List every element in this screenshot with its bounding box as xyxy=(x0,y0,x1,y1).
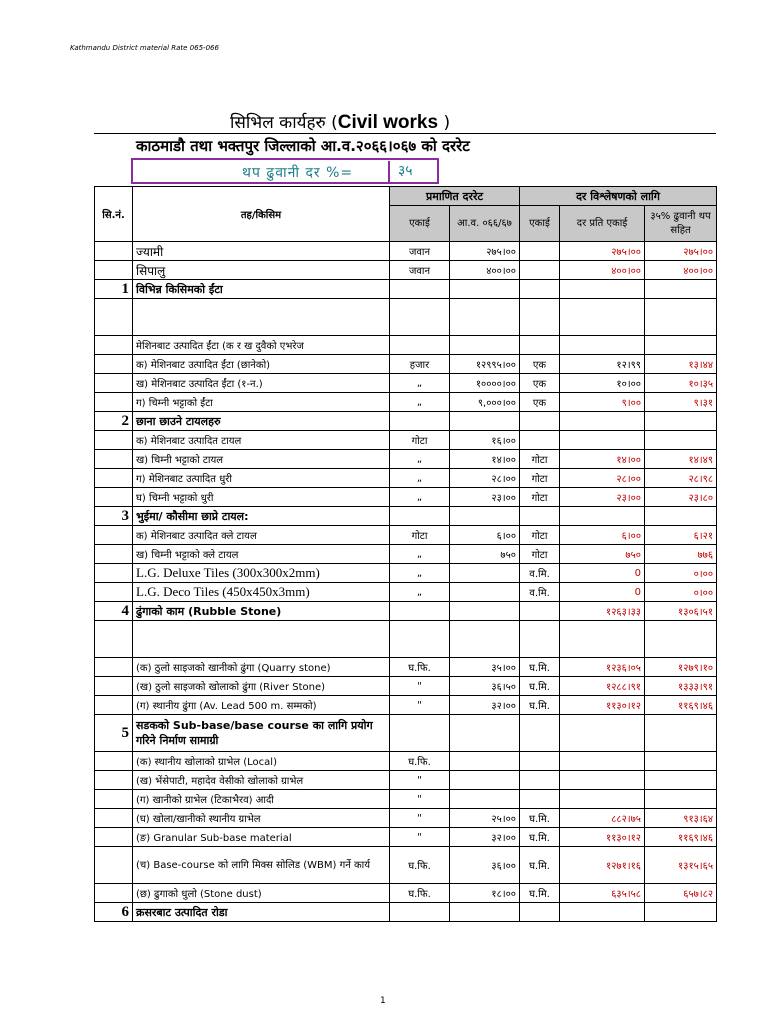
row-rate-per-unit: ४००।०० xyxy=(560,261,645,280)
row-unit-analysis: व.मि. xyxy=(520,583,560,602)
table-row xyxy=(95,450,717,469)
row-unit: „ xyxy=(390,488,450,507)
table-row xyxy=(95,658,717,677)
row-rate: ६।०० xyxy=(450,526,520,545)
row-item: भुईमा/ कौसीमा छाप्ने टायल: xyxy=(133,507,390,526)
table-row xyxy=(95,715,717,752)
table-row xyxy=(95,280,717,299)
row-rate xyxy=(450,621,520,658)
title-en: Civil works xyxy=(337,112,439,133)
row-rate: १००००।०० xyxy=(450,374,520,393)
row-sn xyxy=(95,431,133,450)
row-item xyxy=(133,299,390,336)
row-item: ख) चिम्नी भट्टाको टायल xyxy=(133,450,390,469)
row-with-transport: १३०६।५१ xyxy=(645,602,717,621)
row-with-transport: ७७६ xyxy=(645,545,717,564)
row-rate xyxy=(450,602,520,621)
row-with-transport xyxy=(645,412,717,431)
row-sn xyxy=(95,393,133,412)
row-rate-per-unit xyxy=(560,715,645,752)
row-item: ख) चिम्नी भट्टाको क्ले टायल xyxy=(133,545,390,564)
row-unit-analysis: व.मि. xyxy=(520,564,560,583)
row-rate-per-unit xyxy=(560,299,645,336)
table-row xyxy=(95,790,717,809)
row-item: क) मेशिनबाट उत्पादित ईंटा (छानेको) xyxy=(133,355,390,374)
row-unit-analysis xyxy=(520,242,560,261)
group-analysis: दर विश्लेषणको लागि xyxy=(520,187,717,206)
row-rate-per-unit xyxy=(560,431,645,450)
row-rate-per-unit: ६।०० xyxy=(560,526,645,545)
row-rate: ३५।०० xyxy=(450,658,520,677)
row-sn xyxy=(95,261,133,280)
table-row xyxy=(95,752,717,771)
row-rate xyxy=(450,790,520,809)
row-unit xyxy=(390,412,450,431)
table-row xyxy=(95,336,717,355)
row-sn xyxy=(95,752,133,771)
row-item: सडकको Sub-base/base course का लागि प्रयोग गरिने निर्माण सामाग्री xyxy=(133,715,390,752)
row-unit: जवान xyxy=(390,242,450,261)
table-row xyxy=(95,809,717,828)
row-unit: घ.फि. xyxy=(390,658,450,677)
row-rate-per-unit: १२।९९ xyxy=(560,355,645,374)
row-rate xyxy=(450,280,520,299)
row-with-transport: १०।३५ xyxy=(645,374,717,393)
row-rate xyxy=(450,336,520,355)
row-sn xyxy=(95,488,133,507)
col-with-transport: ३५% ढुवानी थप सहित xyxy=(645,206,717,242)
row-unit-analysis xyxy=(520,621,560,658)
table-row xyxy=(95,393,717,412)
rates-table xyxy=(94,186,717,922)
row-rate: १८।०० xyxy=(450,884,520,903)
row-rate: ३६।५० xyxy=(450,677,520,696)
row-with-transport xyxy=(645,431,717,450)
row-item: (ङ) Granular Sub-base material xyxy=(133,828,390,847)
row-item xyxy=(133,621,390,658)
row-with-transport: ११६९।४६ xyxy=(645,696,717,715)
row-with-transport: ६।२१ xyxy=(645,526,717,545)
row-item: (क) स्थानीय खोलाको ग्राभेल (Local) xyxy=(133,752,390,771)
row-with-transport: ९।३१ xyxy=(645,393,717,412)
row-with-transport: ०।०० xyxy=(645,564,717,583)
row-unit-analysis xyxy=(520,299,560,336)
row-item: (घ) खोला/खानीको स्थानीय ग्राभेल xyxy=(133,809,390,828)
row-rate-per-unit xyxy=(560,412,645,431)
row-rate-per-unit xyxy=(560,771,645,790)
row-sn xyxy=(95,658,133,677)
col-rate-per-unit: दर प्रति एकाई xyxy=(560,206,645,242)
row-rate: ४००।०० xyxy=(450,261,520,280)
row-item: क) मेशिनबाट उत्पादित टायल xyxy=(133,431,390,450)
row-sn xyxy=(95,564,133,583)
row-unit: " xyxy=(390,828,450,847)
row-item: ढुंगाको काम (Rubble Stone) xyxy=(133,602,390,621)
row-rate-per-unit: ८८२।७५ xyxy=(560,809,645,828)
row-rate-per-unit xyxy=(560,507,645,526)
row-rate-per-unit: १०।०० xyxy=(560,374,645,393)
col-unit: एकाई xyxy=(390,206,450,242)
row-rate xyxy=(450,903,520,922)
row-rate: १२९९५।०० xyxy=(450,355,520,374)
row-rate: ३२।०० xyxy=(450,828,520,847)
row-sn xyxy=(95,469,133,488)
row-rate xyxy=(450,771,520,790)
row-rate: ७५० xyxy=(450,545,520,564)
row-unit: „ xyxy=(390,469,450,488)
page-number: 1 xyxy=(380,996,386,1006)
row-rate-per-unit: १२७१।१६ xyxy=(560,847,645,884)
row-rate: २३।०० xyxy=(450,488,520,507)
row-with-transport: २७५।०० xyxy=(645,242,717,261)
row-item: मेशिनबाट उत्पादित ईंटा (क र ख दुवैको एभरेज xyxy=(133,336,390,355)
table-row xyxy=(95,583,717,602)
row-unit xyxy=(390,336,450,355)
row-item: विभिन्न किसिमको ईंटा xyxy=(133,280,390,299)
row-sn xyxy=(95,696,133,715)
row-unit xyxy=(390,903,450,922)
row-sn: 2 xyxy=(95,412,133,431)
row-sn: 1 xyxy=(95,280,133,299)
row-unit-analysis xyxy=(520,412,560,431)
row-item: L.G. Deluxe Tiles (300x300x2mm) xyxy=(133,564,390,583)
row-rate-per-unit: 0 xyxy=(560,583,645,602)
row-with-transport: १४।४९ xyxy=(645,450,717,469)
row-unit-analysis xyxy=(520,903,560,922)
row-rate-per-unit: १२३६।०५ xyxy=(560,658,645,677)
row-sn: 5 xyxy=(95,715,133,752)
row-sn xyxy=(95,809,133,828)
row-with-transport xyxy=(645,752,717,771)
row-unit-analysis xyxy=(520,715,560,752)
title-close: ) xyxy=(438,113,451,133)
row-sn xyxy=(95,545,133,564)
row-sn xyxy=(95,526,133,545)
row-with-transport xyxy=(645,715,717,752)
row-rate-per-unit: ९।०० xyxy=(560,393,645,412)
row-with-transport xyxy=(645,903,717,922)
table-row xyxy=(95,488,717,507)
row-item: L.G. Deco Tiles (450x450x3mm) xyxy=(133,583,390,602)
row-with-transport xyxy=(645,790,717,809)
row-rate xyxy=(450,583,520,602)
row-unit-analysis: एक xyxy=(520,393,560,412)
row-rate xyxy=(450,412,520,431)
row-sn: 3 xyxy=(95,507,133,526)
row-unit xyxy=(390,602,450,621)
table-row xyxy=(95,261,717,280)
row-unit-analysis: घ.मि. xyxy=(520,884,560,903)
row-unit: „ xyxy=(390,583,450,602)
table-row xyxy=(95,771,717,790)
row-rate xyxy=(450,564,520,583)
row-unit xyxy=(390,715,450,752)
col-sn: सि.नं. xyxy=(95,187,133,242)
row-unit: „ xyxy=(390,450,450,469)
row-with-transport xyxy=(645,621,717,658)
row-sn xyxy=(95,450,133,469)
row-rate: २८।०० xyxy=(450,469,520,488)
col-fiscal-year: आ.व. ०६६/६७ xyxy=(450,206,520,242)
row-item: ज्यामी xyxy=(133,242,390,261)
row-unit-analysis: घ.मि. xyxy=(520,828,560,847)
table-row xyxy=(95,469,717,488)
row-with-transport xyxy=(645,336,717,355)
table-row xyxy=(95,884,717,903)
row-rate-per-unit xyxy=(560,280,645,299)
table-row xyxy=(95,526,717,545)
row-sn xyxy=(95,771,133,790)
row-rate: ९,०००।०० xyxy=(450,393,520,412)
table-row xyxy=(95,621,717,658)
row-rate xyxy=(450,752,520,771)
row-sn xyxy=(95,374,133,393)
row-unit-analysis xyxy=(520,431,560,450)
row-unit-analysis xyxy=(520,602,560,621)
row-unit-analysis xyxy=(520,771,560,790)
row-unit-analysis xyxy=(520,261,560,280)
row-unit-analysis: गोटा xyxy=(520,488,560,507)
row-item: ग) मेशिनबाट उत्पादित धुरी xyxy=(133,469,390,488)
page-subtitle: काठमाडौ तथा भक्तपुर जिल्लाको आ.व.२०६६।०६७ को दररेट xyxy=(136,137,470,155)
row-item: (च) Base-course को लागि मिक्स सोलिड (WBM) गर्ने कार्य xyxy=(133,847,390,884)
row-unit: घ.फि. xyxy=(390,847,450,884)
row-item: (ख) भेंसेपाटी, महादेव वेसीको खोलाको ग्राभेल xyxy=(133,771,390,790)
row-with-transport: ६५७।८२ xyxy=(645,884,717,903)
row-unit-analysis xyxy=(520,280,560,299)
col-item: तह/किसिम xyxy=(133,187,390,242)
row-with-transport: १३३३।९१ xyxy=(645,677,717,696)
row-item: ग) चिम्नी भट्टाको ईंटा xyxy=(133,393,390,412)
row-sn xyxy=(95,828,133,847)
row-rate: १४।०० xyxy=(450,450,520,469)
row-unit-analysis: घ.मि. xyxy=(520,809,560,828)
row-with-transport: १३१५।६५ xyxy=(645,847,717,884)
row-rate-per-unit: २३।०० xyxy=(560,488,645,507)
row-rate-per-unit: २७५।०० xyxy=(560,242,645,261)
table-row xyxy=(95,847,717,884)
row-unit: गोटा xyxy=(390,431,450,450)
col-unit-analysis: एकाई xyxy=(520,206,560,242)
table-row xyxy=(95,545,717,564)
row-with-transport xyxy=(645,280,717,299)
row-sn xyxy=(95,336,133,355)
row-with-transport: १३।४४ xyxy=(645,355,717,374)
row-unit-analysis: गोटा xyxy=(520,545,560,564)
row-unit: „ xyxy=(390,374,450,393)
row-rate xyxy=(450,299,520,336)
page-title xyxy=(230,110,450,134)
row-rate: २७५।०० xyxy=(450,242,520,261)
row-with-transport: २८।९८ xyxy=(645,469,717,488)
row-rate-per-unit: २८।०० xyxy=(560,469,645,488)
table-row xyxy=(95,431,717,450)
row-rate-per-unit: ७५० xyxy=(560,545,645,564)
row-rate-per-unit xyxy=(560,903,645,922)
row-sn xyxy=(95,242,133,261)
row-unit-analysis: घ.मि. xyxy=(520,677,560,696)
row-unit: „ xyxy=(390,545,450,564)
row-unit: " xyxy=(390,771,450,790)
header-note: Kathmandu District material Rate 065-066 xyxy=(70,44,219,52)
row-unit: „ xyxy=(390,393,450,412)
table-row xyxy=(95,677,717,696)
row-unit-analysis: गोटा xyxy=(520,450,560,469)
row-unit: " xyxy=(390,809,450,828)
table-row xyxy=(95,507,717,526)
row-rate xyxy=(450,715,520,752)
transport-rate-value: ३५ xyxy=(388,161,438,183)
row-rate xyxy=(450,507,520,526)
row-sn xyxy=(95,847,133,884)
table-row xyxy=(95,299,717,336)
row-rate-per-unit xyxy=(560,790,645,809)
row-item: ख) मेशिनबाट उत्पादित ईंटा (१-न.) xyxy=(133,374,390,393)
row-with-transport xyxy=(645,771,717,790)
row-unit-analysis: गोटा xyxy=(520,469,560,488)
row-unit-analysis: घ.मि. xyxy=(520,658,560,677)
row-rate: १६।०० xyxy=(450,431,520,450)
row-with-transport: ०।०० xyxy=(645,583,717,602)
row-unit: गोटा xyxy=(390,526,450,545)
row-sn xyxy=(95,677,133,696)
header-rule xyxy=(94,133,716,134)
row-sn: 6 xyxy=(95,903,133,922)
row-unit: " xyxy=(390,696,450,715)
row-unit-analysis: एक xyxy=(520,374,560,393)
row-sn: 4 xyxy=(95,602,133,621)
table-row xyxy=(95,242,717,261)
row-rate-per-unit xyxy=(560,621,645,658)
row-unit-analysis: गोटा xyxy=(520,526,560,545)
row-unit xyxy=(390,621,450,658)
row-unit-analysis: घ.मि. xyxy=(520,847,560,884)
row-with-transport: १२७९।१० xyxy=(645,658,717,677)
row-with-transport: ९१३।६४ xyxy=(645,809,717,828)
row-rate-per-unit: ११३०।१२ xyxy=(560,696,645,715)
row-sn xyxy=(95,299,133,336)
row-unit-analysis xyxy=(520,790,560,809)
title-np: सिभिल कार्यहरु ( xyxy=(230,113,338,133)
table-row xyxy=(95,412,717,431)
row-item: (ख) ठुलो साइजको खोलाको ढुंगा (River Stone) xyxy=(133,677,390,696)
row-unit: घ.फि. xyxy=(390,884,450,903)
row-sn xyxy=(95,790,133,809)
row-unit xyxy=(390,507,450,526)
row-unit: „ xyxy=(390,564,450,583)
row-rate-per-unit xyxy=(560,752,645,771)
row-item: क्रसरबाट उत्पादित रोडा xyxy=(133,903,390,922)
transport-rate-label: थप ढुवानी दर %= xyxy=(242,165,354,181)
row-unit: हजार xyxy=(390,355,450,374)
table-row xyxy=(95,696,717,715)
row-rate-per-unit: ६३५।५८ xyxy=(560,884,645,903)
table-row xyxy=(95,355,717,374)
row-sn xyxy=(95,621,133,658)
row-unit: जवान xyxy=(390,261,450,280)
row-rate-per-unit: १४।०० xyxy=(560,450,645,469)
row-rate: ३२।०० xyxy=(450,696,520,715)
row-unit: घ.फि. xyxy=(390,752,450,771)
table-row xyxy=(95,374,717,393)
row-rate: ३६।०० xyxy=(450,847,520,884)
row-unit: " xyxy=(390,790,450,809)
row-with-transport: २३।८० xyxy=(645,488,717,507)
row-item: (क) ठुलो साइजको खानीको ढुंगा (Quarry stone) xyxy=(133,658,390,677)
row-unit-analysis xyxy=(520,336,560,355)
row-item: (ग) स्थानीय ढुंगा (Av. Lead 500 m. सम्मको) xyxy=(133,696,390,715)
row-unit xyxy=(390,299,450,336)
table-row xyxy=(95,564,717,583)
row-sn xyxy=(95,884,133,903)
row-unit-analysis: घ.मि. xyxy=(520,696,560,715)
table-row xyxy=(95,828,717,847)
row-with-transport: ४००।०० xyxy=(645,261,717,280)
row-item: छाना छाउने टायलहरु xyxy=(133,412,390,431)
row-unit-analysis xyxy=(520,507,560,526)
row-sn xyxy=(95,355,133,374)
row-unit-analysis: एक xyxy=(520,355,560,374)
table-row xyxy=(95,903,717,922)
row-item: घ) चिम्नी भट्टाको धुरी xyxy=(133,488,390,507)
row-rate: २५।०० xyxy=(450,809,520,828)
row-item: (ग) खानीको ग्राभेल (टिकाभैरव) आदी xyxy=(133,790,390,809)
row-rate-per-unit xyxy=(560,336,645,355)
row-rate-per-unit: ११३०।१२ xyxy=(560,828,645,847)
row-with-transport xyxy=(645,299,717,336)
row-rate-per-unit: १२८८।९१ xyxy=(560,677,645,696)
table-row xyxy=(95,602,717,621)
row-sn xyxy=(95,583,133,602)
row-with-transport: ११६९।४६ xyxy=(645,828,717,847)
row-unit xyxy=(390,280,450,299)
row-item: सिपालु xyxy=(133,261,390,280)
row-item: (छ) ढुगाको धुलो (Stone dust) xyxy=(133,884,390,903)
group-approved-rate: प्रमाणित दररेट xyxy=(390,187,520,206)
row-rate-per-unit: 0 xyxy=(560,564,645,583)
row-unit-analysis xyxy=(520,752,560,771)
row-rate-per-unit: १२६३।३३ xyxy=(560,602,645,621)
row-unit: " xyxy=(390,677,450,696)
row-with-transport xyxy=(645,507,717,526)
row-item: क) मेशिनबाट उत्पादित क्ले टायल xyxy=(133,526,390,545)
